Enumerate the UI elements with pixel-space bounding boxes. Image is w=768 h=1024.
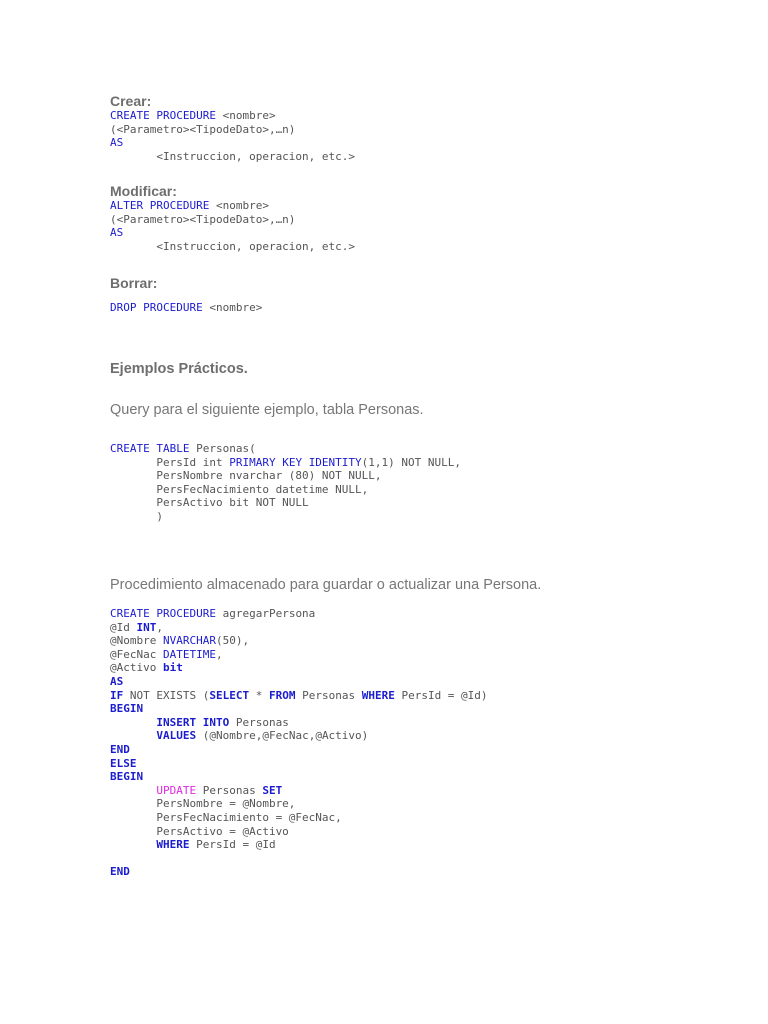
code-line: [110, 634, 488, 648]
code-line: [110, 621, 488, 635]
code-block-modificar: [110, 199, 355, 253]
code-text: Personas(: [189, 442, 256, 455]
code-text: <Instruccion, operacion, etc.>: [110, 149, 356, 163]
code-line: [110, 442, 461, 456]
code-text: Personas: [295, 688, 362, 702]
code-text: [110, 838, 156, 851]
code-keyword: CREATE PROCEDURE: [110, 109, 216, 122]
code-text: <nombre>: [202, 301, 263, 314]
code-keyword: AS: [110, 136, 124, 150]
code-text: PersActivo bit NOT NULL: [110, 496, 309, 510]
heading-crear: Crear:: [110, 93, 152, 109]
code-line: [110, 743, 488, 757]
code-keyword: NVARCHAR: [162, 634, 216, 648]
code-text: NOT EXISTS (: [123, 688, 210, 702]
code-keyword: INT: [136, 620, 157, 634]
code-line: [110, 226, 355, 240]
code-text: [110, 784, 156, 797]
heading-modificar: Modificar:: [110, 183, 177, 199]
code-line: [110, 510, 461, 524]
code-text: ,: [156, 620, 163, 634]
code-text: agregarPersona: [215, 607, 316, 620]
code-line: [110, 797, 488, 811]
code-keyword: ELSE: [110, 756, 137, 770]
code-line: [110, 136, 355, 150]
code-keyword: END: [110, 742, 130, 756]
code-text: <nombre>: [215, 109, 276, 122]
code-text: (1,1) NOT NULL,: [361, 455, 462, 469]
code-keyword: VALUES: [156, 729, 197, 743]
code-line: [110, 852, 488, 866]
code-keyword: AS: [110, 226, 124, 240]
code-line: [110, 661, 488, 675]
code-text: (<Parametro><TipodeDato>,…n): [110, 122, 296, 136]
code-text: PersId = @Id: [189, 838, 276, 852]
code-line: [110, 607, 488, 621]
code-line: [110, 757, 488, 771]
code-keyword: AS: [110, 674, 124, 688]
code-line: [110, 729, 488, 743]
code-line: [110, 865, 488, 879]
code-keyword: CREATE PROCEDURE: [110, 607, 216, 620]
code-line: [110, 456, 461, 470]
code-keyword: WHERE: [156, 838, 190, 852]
code-line: [110, 648, 488, 662]
code-text: PersFecNacimiento = @FecNac,: [110, 810, 342, 824]
code-keyword: SET: [262, 783, 283, 797]
code-line: [110, 784, 488, 798]
code-line: [110, 811, 488, 825]
code-text: PersActivo = @Activo: [110, 824, 289, 838]
code-keyword: SELECT: [209, 688, 250, 702]
code-keyword: UPDATE: [156, 783, 197, 797]
heading-borrar: Borrar:: [110, 275, 158, 291]
code-line: [110, 483, 461, 497]
code-line: [110, 675, 488, 689]
code-text: @Nombre: [110, 634, 163, 648]
code-keyword: bit: [162, 661, 183, 675]
code-line: [110, 109, 355, 123]
code-text: (@Nombre,@FecNac,@Activo): [196, 729, 369, 743]
code-keyword: INSERT INTO: [156, 715, 230, 729]
code-text: <nombre>: [209, 199, 269, 212]
code-line: [110, 213, 355, 227]
code-block-crear: [110, 109, 355, 163]
code-text: PersNombre nvarchar (80) NOT NULL,: [110, 469, 382, 483]
code-keyword: WHERE: [361, 688, 395, 702]
code-keyword: IF: [110, 688, 124, 702]
code-text: ,: [215, 647, 223, 661]
code-line: [110, 838, 488, 852]
code-text: Personas: [229, 715, 289, 729]
code-text: [110, 716, 156, 729]
paragraph-procedimiento-intro: Procedimiento almacenado para guardar o actualizar una Persona.: [110, 577, 542, 593]
code-text: Personas: [196, 783, 263, 797]
code-keyword: CREATE TABLE: [110, 442, 190, 455]
code-text: PersId int: [110, 455, 230, 469]
code-text: PersId = @Id): [394, 688, 488, 702]
code-line: [110, 770, 488, 784]
code-line: [110, 199, 355, 213]
code-line: [110, 240, 355, 254]
code-text: <Instruccion, operacion, etc.>: [110, 239, 356, 253]
code-keyword: ALTER PROCEDURE: [110, 199, 210, 212]
code-keyword: DATETIME: [162, 647, 216, 661]
code-keyword: BEGIN: [110, 770, 144, 784]
code-text: *: [249, 688, 269, 702]
code-line: [110, 150, 355, 164]
code-text: PersNombre = @Nombre,: [110, 797, 296, 811]
code-line: [110, 301, 262, 315]
heading-ejemplos: Ejemplos Prácticos.: [110, 361, 248, 377]
code-block-borrar: [110, 301, 262, 315]
code-text: [110, 729, 156, 742]
code-line: [110, 689, 488, 703]
code-keyword: END: [110, 865, 130, 879]
code-text: @Id: [110, 620, 137, 634]
code-keyword: DROP PROCEDURE: [110, 301, 203, 314]
code-line: [110, 469, 461, 483]
code-line: [110, 123, 355, 137]
code-line: [110, 825, 488, 839]
code-line: [110, 716, 488, 730]
code-text: (<Parametro><TipodeDato>,…n): [110, 212, 296, 226]
code-text: ): [110, 509, 163, 523]
code-text: PersFecNacimiento datetime NULL,: [110, 482, 369, 496]
code-block-procedure: [110, 607, 488, 879]
code-block-create-table: [110, 442, 461, 524]
code-text: (50),: [215, 634, 250, 648]
code-line: [110, 496, 461, 510]
code-text: @Activo: [110, 661, 163, 675]
code-text: @FecNac: [110, 647, 163, 661]
code-keyword: BEGIN: [110, 702, 144, 716]
code-keyword: PRIMARY KEY IDENTITY: [229, 455, 362, 469]
paragraph-ejemplos-intro: Query para el siguiente ejemplo, tabla Personas.: [110, 402, 424, 418]
code-keyword: FROM: [268, 688, 296, 702]
code-line: [110, 702, 488, 716]
